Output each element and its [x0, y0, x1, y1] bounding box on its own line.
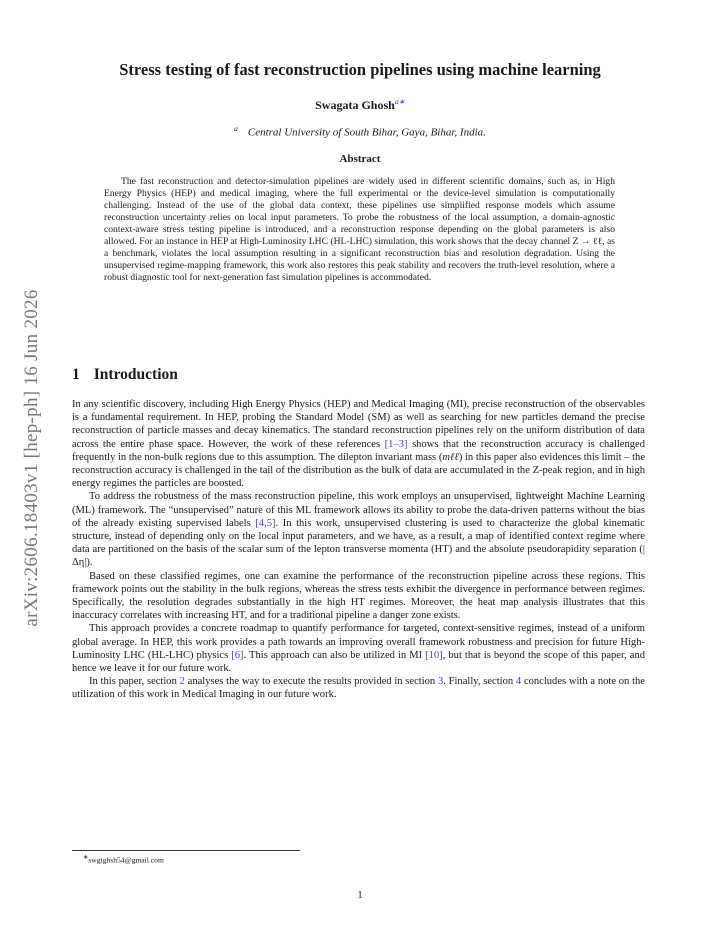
paragraph: In any scientific discovery, including High Energy Physics (HEP) and Medical Imaging (MI), precise reconstruction of the observables is a fundamental requirement. In HEP, probing the Standard Model (SM) as well as searching for new particles demand the precise reconstruction of particle masses and decay kinematics. The standard reconstruction pipelines rely on the uniform distribution of data across the entire phase space. However, the work of these references [1–3] shows that the reconstruction accuracy is challenged frequently in the non-bulk regions due to this assumption. The dilepton invariant mass (mℓℓ) in this paper also evidences this limit – the reconstruction accuracy is challenged in the tail of the distribution as the bulk of data are accumulated in the Z-peak region, and in high energy regimes the particles are boosted.: [72, 399, 646, 490]
page-number: 1: [357, 890, 363, 901]
author-name: Swagata Ghosh: [315, 98, 395, 112]
abstract-text: The fast reconstruction and detector-simulation pipelines are widely used in different scientific domains, such as, in High Energy Physics (HEP) and medical imaging, where the full experimental or the device-level simulation is computationally challenging. Instead of the use of the global data context, these pipelines use simplified response models which assume reconstruction uncertainty relies on local input parameters. To probe the robustness of the local assumption, a domain-agnostic context-aware stress testing pipeline is introduced, and a reconstruction response depending on the global parameters is also allowed. For an instance in HEP at High-Luminosity LHC (HL-LHC) simulation, this work shows that the decay channel Z → ℓℓ, as a benchmark, violates the local assumption resulting in a significant reconstruction bias and resolution degradation. Using the unsupervised regime-mapping framework, this work also restores this peak stability and recovers the truth-level resolution, where a robust diagnostic tool for next-generation fast simulation pipelines is accommodated.: [104, 176, 615, 284]
paragraph: Based on these classified regimes, one can examine the performance of the reconstruction pipeline across these regions. This framework points out the stability in the bulk regions, whereas the stress tests exhibit the divergence in performance between regimes. Specifically, the resolution degrades substantially in the high HT regimes. Moreover, the heat map analysis illustrates that this inaccuracy correlates with increasing HT, and for a traditional pipeline a danger zone exists.: [72, 570, 645, 622]
citation-link[interactable]: [10]: [425, 649, 443, 661]
citation-link[interactable]: [6]: [231, 649, 244, 661]
section-heading: [72, 366, 178, 384]
arxiv-identifier: arXiv:2606.18403v1 [hep-ph] 16 Jun 2026: [21, 289, 42, 627]
section-link[interactable]: 3: [437, 676, 444, 688]
section-body: [72, 398, 645, 702]
author-line: [0, 97, 720, 113]
paper-title: Stress testing of fast reconstruction pipelines using machine learning: [119, 60, 601, 79]
arxiv-sidebar: [14, 258, 50, 658]
author-marks[interactable]: a∗: [394, 97, 405, 106]
section-link[interactable]: 4: [515, 676, 522, 688]
paragraph: To address the robustness of the mass reconstruction pipeline, this work employs an unsupervised, lightweight Machine Learning (ML) framework. The “unsupervised” nature of this ML framework allows its ability to probe the data-driven patterns without the bias of the already existing supervised labels [4,5]. In this work, unsupervised clustering is used to characterize the global kinematic structure, instead of depending only on the local input parameters, and we have, as a result, a map of identified context regime where data are partitioned on the basis of the scalar sum of the lepton transverse momenta (HT) and the absolute pseudorapidity separation (|Δη|).: [72, 491, 645, 569]
abstract-heading: Abstract: [339, 153, 381, 165]
footnote-email[interactable]: swgtghsh54@gmail.com: [88, 855, 164, 865]
affiliation: [0, 124, 720, 139]
citation-link[interactable]: [4,5]: [255, 517, 276, 529]
footnote: [83, 854, 164, 865]
affiliation-text: Central University of South Bihar, Gaya, Bihar, India.: [247, 126, 486, 139]
section-number: 1: [72, 366, 80, 383]
section-title: Introduction: [93, 366, 178, 383]
affiliation-mark: a: [234, 124, 238, 133]
section-link[interactable]: 2: [179, 676, 185, 688]
paragraph: In this paper, section 2 analyses the way to execute the results provided in section 3. Finally, section 4 concludes with a note on the utilization of this work in Medical Imaging in our future work.: [72, 676, 645, 701]
paragraph: This approach provides a concrete roadmap to quantify performance for targeted, context-sensitive regimes, instead of a uniform global average. In HEP, this work provides a path towards an improving overall framework robustness and precision for future High-Luminosity LHC (HL-LHC) physics [6]. This approach can also be utilized in MI [10], but that is beyond the scope of this paper, and hence we leave it for our future work.: [72, 623, 645, 675]
math-symbol: mℓℓ: [442, 451, 459, 463]
citation-link[interactable]: [1–3]: [384, 438, 408, 450]
footnote-rule: [72, 850, 300, 851]
footnote-mark: ∗: [83, 854, 89, 861]
